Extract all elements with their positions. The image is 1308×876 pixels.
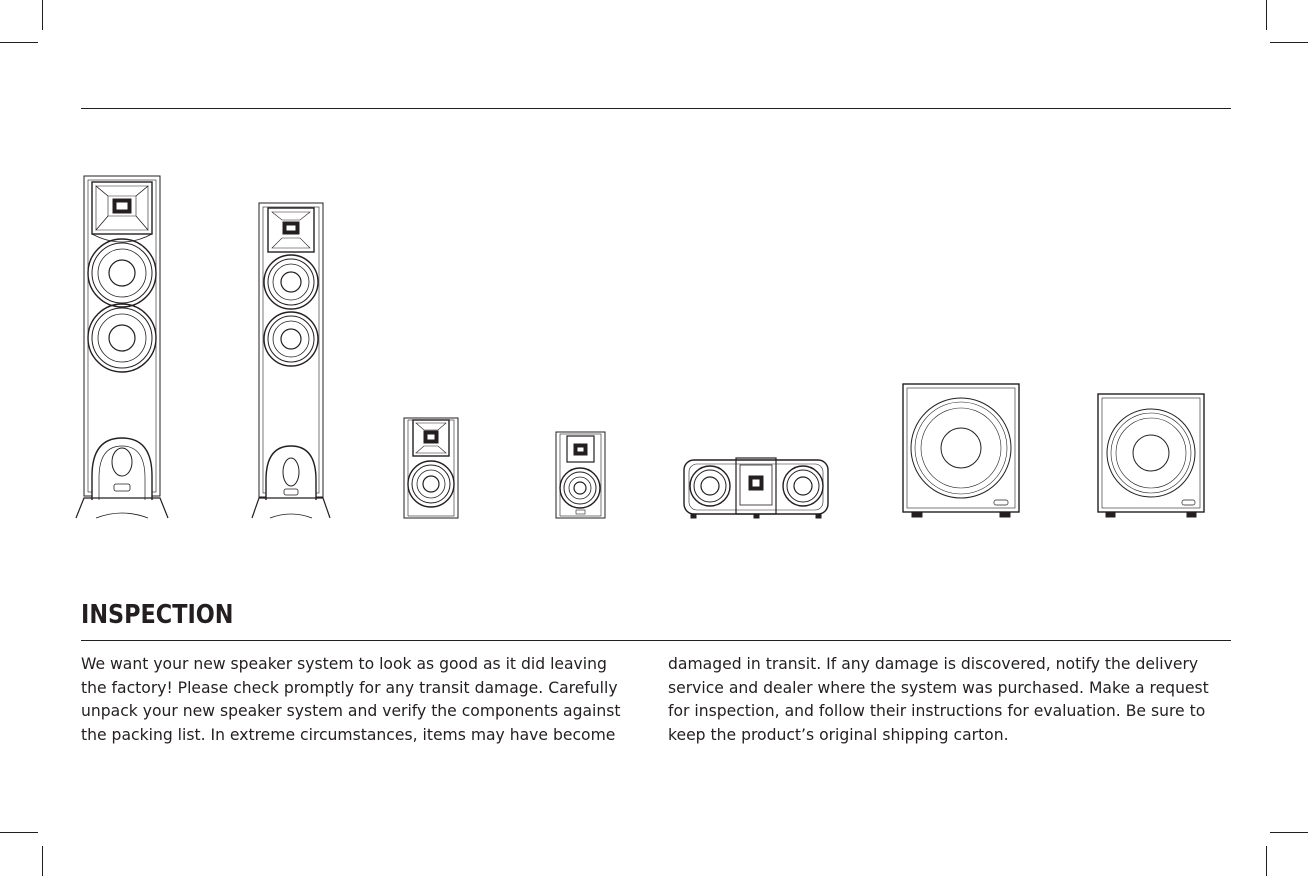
crop-mark-bottom-right-h [1270,832,1308,833]
subwoofer-large [903,384,1019,517]
center-channel-speaker [684,458,828,518]
body-column-left [81,653,641,747]
body-column-right [668,653,1228,747]
body-line: damaged in transit. If any damage is discovered, notify the delivery [668,655,1199,673]
floorstanding-speaker-large [76,176,168,518]
body-line: service and dealer where the system was purchased. Make a request [668,678,1209,697]
heading-rule [81,640,1231,641]
top-rule [81,108,1231,109]
section-heading: INSPECTION [81,600,234,630]
crop-mark-top-right-v [1266,0,1267,30]
crop-mark-top-left-h [0,42,38,43]
subwoofer-small [1098,394,1204,517]
floorstanding-speaker-medium [252,203,330,518]
body-line: We want your new speaker system to look as good as it did leaving [81,655,607,673]
crop-mark-top-right-h [1270,42,1308,43]
crop-mark-bottom-left-v [42,846,43,876]
body-line: the factory! Please check promptly for any transit damage. Carefully [81,678,618,697]
bookshelf-speaker-large [404,418,458,518]
body-line: unpack your new speaker system and verify the components against [81,702,621,721]
speaker-lineup-illustration [0,160,1308,530]
body-line: for inspection, and follow their instructions for evaluation. Be sure to [668,702,1206,721]
body-line: keep the product’s original shipping carton. [668,725,1009,744]
bookshelf-speaker-small [556,432,605,518]
crop-mark-top-left-v [42,0,43,30]
crop-mark-bottom-right-v [1266,846,1267,876]
crop-mark-bottom-left-h [0,832,38,833]
body-line: the packing list. In extreme circumstances, items may have become [81,725,616,744]
